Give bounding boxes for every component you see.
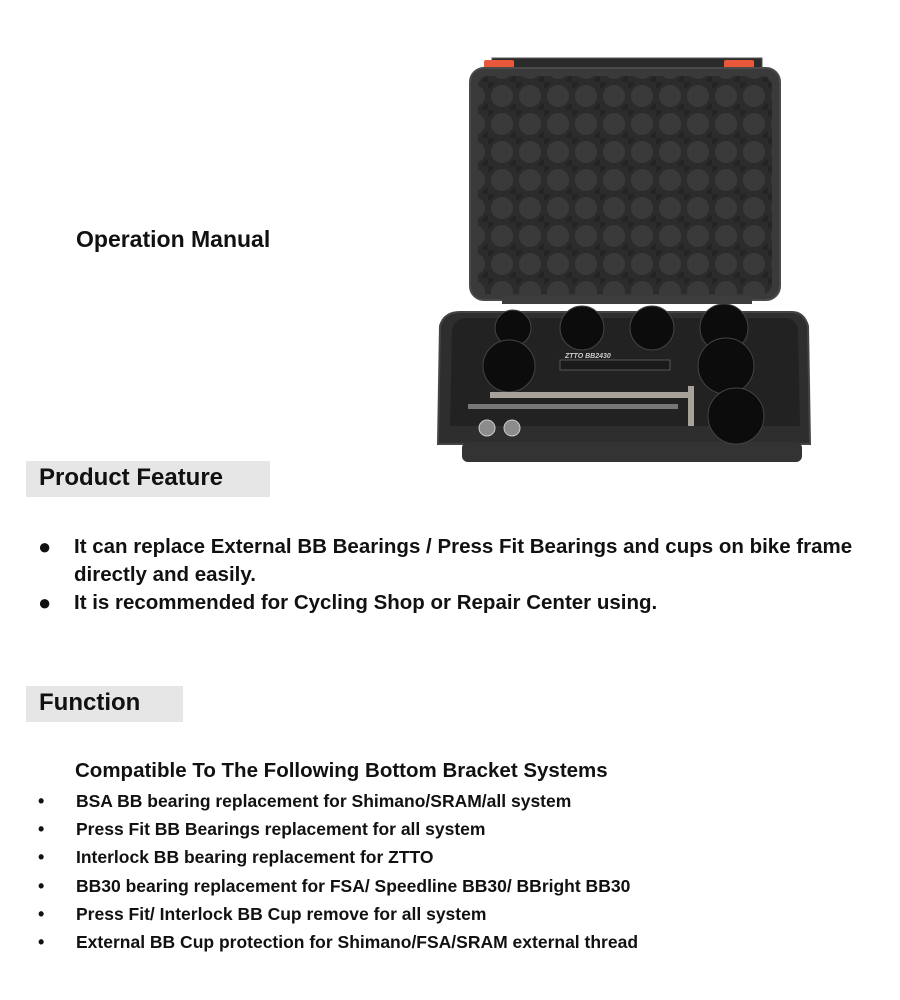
section-heading-function: Function: [26, 686, 183, 722]
bullet-icon: ●: [38, 534, 52, 559]
product-image-tool-case: [432, 54, 817, 472]
bullet-icon: •: [38, 847, 45, 868]
list-item: • Press Fit/ Interlock BB Cup remove for all system: [38, 900, 638, 928]
list-item: ● It can replace External BB Bearings / Press Fit Bearings and cups on bike frame directly and easily.: [38, 533, 878, 589]
list-item: ● It is recommended for Cycling Shop or Repair Center using.: [38, 590, 658, 615]
bullet-icon: •: [38, 903, 45, 924]
bullet-icon: •: [38, 931, 45, 952]
list-item: • Press Fit BB Bearings replacement for all system: [38, 815, 638, 843]
svg-text:ZTTO BB2430: ZTTO BB2430: [565, 353, 611, 360]
function-subtitle: Compatible To The Following Bottom Bracket Systems: [75, 759, 608, 782]
list-item: • External BB Cup protection for Shimano/FSA/SRAM external thread: [38, 928, 638, 956]
list-item: • BSA BB bearing replacement for Shimano/SRAM/all system: [38, 787, 638, 815]
section-heading-product-feature: Product Feature: [26, 461, 270, 497]
bullet-icon: •: [38, 819, 45, 840]
page-title: Operation Manual: [76, 226, 271, 252]
list-item: • Interlock BB bearing replacement for ZTTO: [38, 843, 638, 871]
list-item: • BB30 bearing replacement for FSA/ Speedline BB30/ BBright BB30: [38, 872, 638, 900]
function-list: [38, 787, 638, 956]
bullet-icon: ●: [38, 590, 52, 615]
product-feature-list: [38, 533, 878, 617]
bullet-icon: •: [38, 791, 45, 811]
bullet-icon: •: [38, 875, 45, 896]
